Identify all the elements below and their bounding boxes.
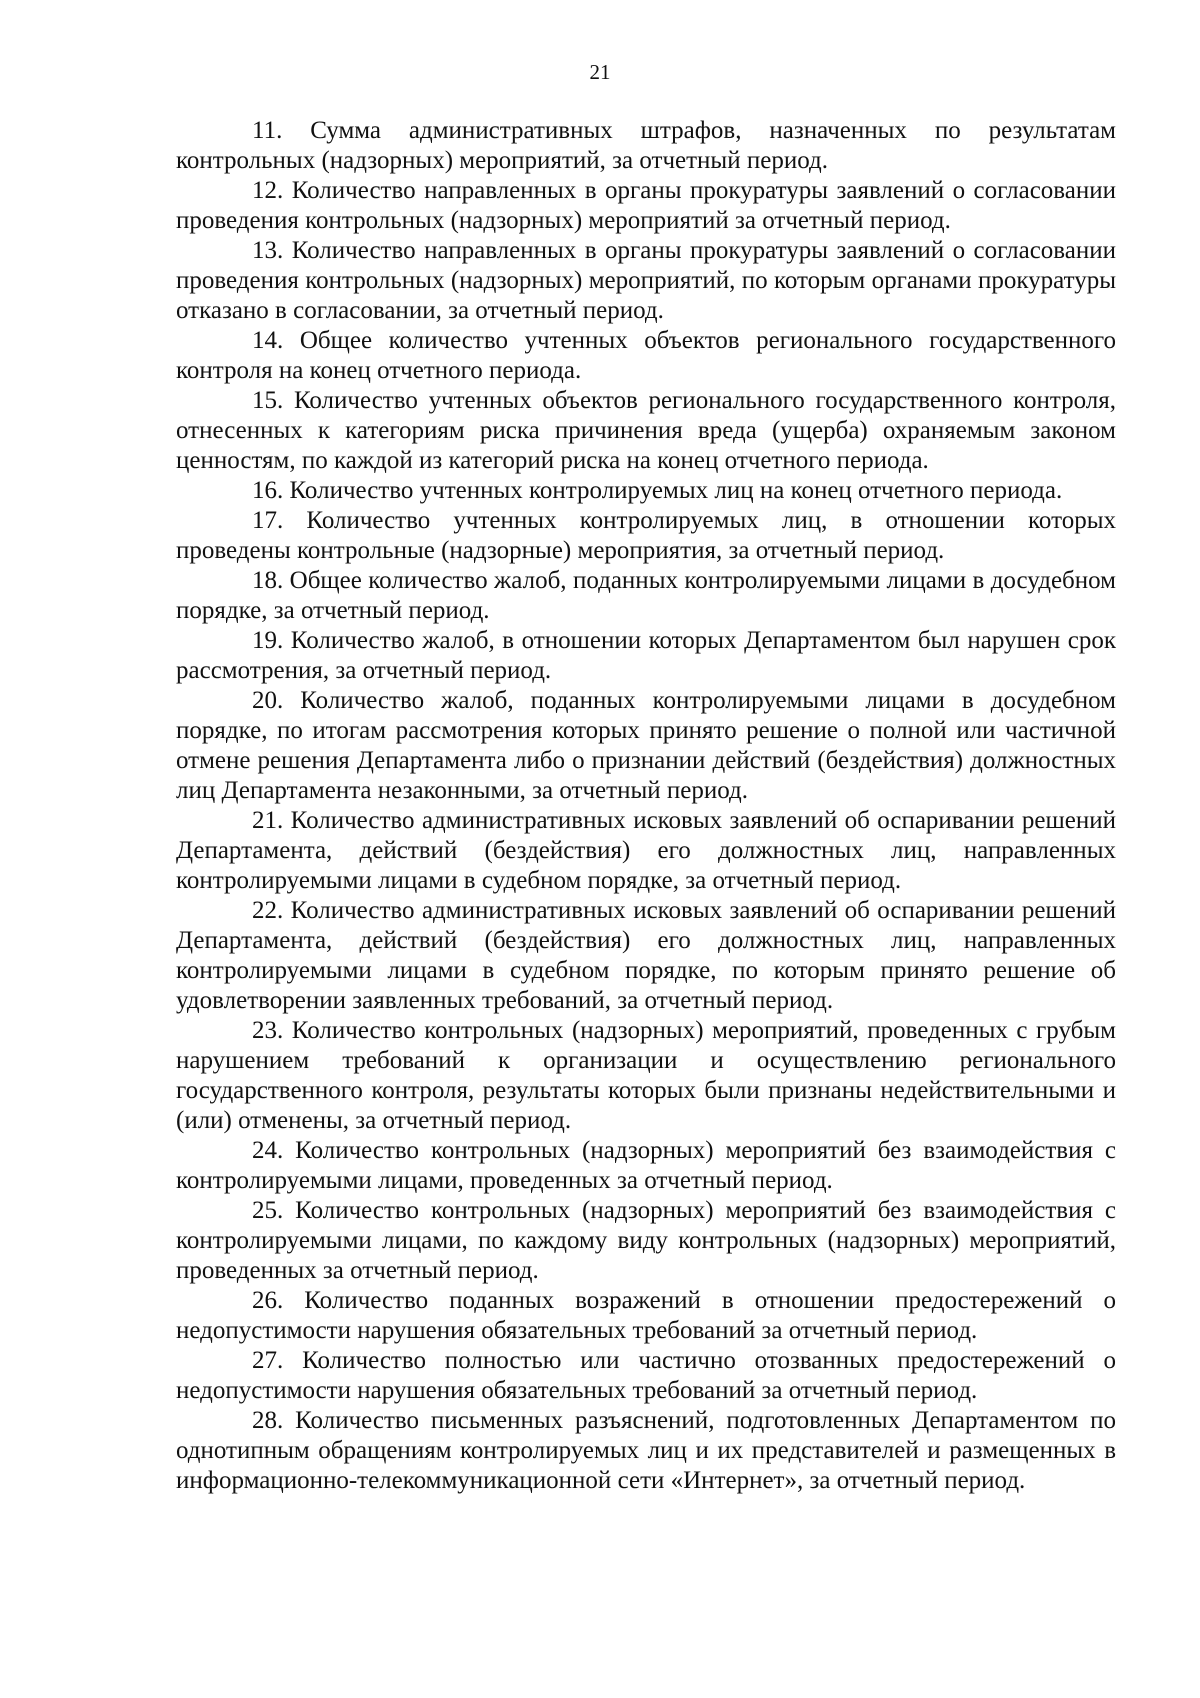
paragraph-26: 26. Количество поданных возражений в отношении предостережений о недопустимости нарушения обязательных требований за отчетный период. bbox=[176, 1287, 1116, 1344]
paragraph-21: 21. Количество административных исковых заявлений об оспаривании решений Департамента, действий (бездействия) его должностных лиц, направленных контролируемыми лицами в судебном порядке, за отчетный период. bbox=[176, 807, 1116, 894]
paragraph-28: 28. Количество письменных разъяснений, подготовленных Департаментом по однотипным обращениям контролируемых лиц и их представителей и размещенных в информационно-телекоммуникационной сети «Интернет», за отчетный период. bbox=[176, 1407, 1116, 1494]
paragraph-20: 20. Количество жалоб, поданных контролируемыми лицами в досудебном порядке, по итогам рассмотрения которых принято решение о полной или частичной отмене решения Департамента либо о признании действий (бездействия) должностных лиц Департамента незаконными, за отчетный период. bbox=[176, 687, 1116, 804]
paragraph-12: 12. Количество направленных в органы прокуратуры заявлений о согласовании проведения контрольных (надзорных) мероприятий за отчетный период. bbox=[176, 177, 1116, 234]
paragraph-25: 25. Количество контрольных (надзорных) мероприятий без взаимодействия с контролируемыми лицами, по каждому виду контрольных (надзорных) мероприятий, проведенных за отчетный период. bbox=[176, 1197, 1116, 1284]
paragraph-27: 27. Количество полностью или частично отозванных предостережений о недопустимости нарушения обязательных требований за отчетный период. bbox=[176, 1347, 1116, 1404]
paragraph-17: 17. Количество учтенных контролируемых лиц, в отношении которых проведены контрольные (надзорные) мероприятия, за отчетный период. bbox=[176, 507, 1116, 564]
paragraph-16: 16. Количество учтенных контролируемых лиц на конец отчетного периода. bbox=[252, 477, 1063, 504]
page-number: 21 bbox=[589, 60, 611, 84]
paragraph-23: 23. Количество контрольных (надзорных) мероприятий, проведенных с грубым нарушением требований к организации и осуществлению регионального государственного контроля, результаты которых были признаны недействительными и (или) отменены, за отчетный период. bbox=[176, 1017, 1116, 1134]
paragraph-11: 11. Сумма административных штрафов, назначенных по результатам контрольных (надзорных) мероприятий, за отчетный период. bbox=[176, 117, 1116, 174]
paragraph-22: 22. Количество административных исковых заявлений об оспаривании решений Департамента, действий (бездействия) его должностных лиц, направленных контролируемыми лицами в судебном порядке, по которым принято решение об удовлетворении заявленных требований, за отчетный период. bbox=[176, 897, 1116, 1014]
paragraph-24: 24. Количество контрольных (надзорных) мероприятий без взаимодействия с контролируемыми лицами, проведенных за отчетный период. bbox=[176, 1137, 1116, 1194]
document-body bbox=[176, 116, 1116, 1496]
paragraph-18: 18. Общее количество жалоб, поданных контролируемыми лицами в досудебном порядке, за отчетный период. bbox=[176, 567, 1116, 624]
paragraph-13: 13. Количество направленных в органы прокуратуры заявлений о согласовании проведения контрольных (надзорных) мероприятий, по которым органами прокуратуры отказано в согласовании, за отчетный период. bbox=[176, 237, 1116, 324]
paragraph-14: 14. Общее количество учтенных объектов регионального государственного контроля на конец отчетного периода. bbox=[176, 327, 1116, 384]
paragraph-19: 19. Количество жалоб, в отношении которых Департаментом был нарушен срок рассмотрения, за отчетный период. bbox=[176, 627, 1116, 684]
paragraph-15: 15. Количество учтенных объектов регионального государственного контроля, отнесенных к категориям риска причинения вреда (ущерба) охраняемым законом ценностям, по каждой из категорий риска на конец отчетного периода. bbox=[176, 387, 1116, 474]
